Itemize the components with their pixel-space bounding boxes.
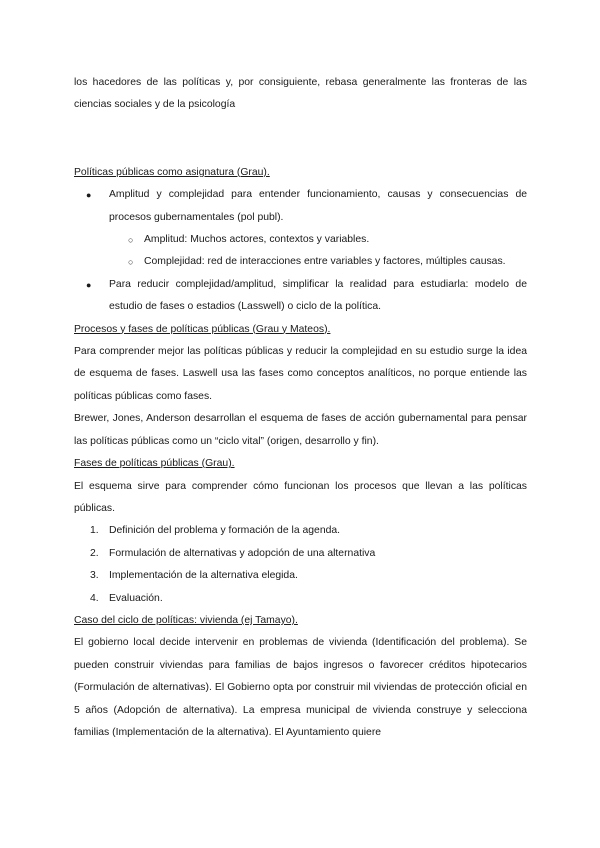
- bullet-marker: ●: [86, 190, 92, 201]
- body-paragraph: Brewer, Jones, Anderson desarrollan el esquema de fases de acción gubernamental para pensar las políticas públicas como un “ciclo vital” (origen, desarrollo y fin).: [74, 413, 527, 447]
- list-item-text: Amplitud y complejidad para entender funcionamiento, causas y consecuencias de procesos gubernamentales (pol publ).: [109, 189, 527, 223]
- sub-list-item-text: Amplitud: Muchos actores, contextos y variables.: [144, 234, 370, 246]
- number-marker: 1.: [90, 525, 99, 537]
- numbered-item-text: Evaluación.: [109, 592, 163, 604]
- section-heading-fases-politicas: Fases de políticas públicas (Grau).: [74, 458, 235, 470]
- numbered-list-item: [74, 588, 527, 610]
- numbered-list-item: [74, 520, 527, 542]
- numbered-item-text: Implementación de la alternativa elegida.: [109, 570, 298, 582]
- sub-list-item: [74, 229, 527, 251]
- bullet-marker: ●: [86, 279, 92, 290]
- body-paragraph: El gobierno local decide intervenir en problemas de vivienda (Identificación del problema). Se pueden construir viviendas para familias de bajos ingresos o favorecer créditos hipotecarios (Formulación de alternativas). El Gobierno opta por construir mil viviendas de protección oficial en 5 años (Adopción de alternativa). La empresa municipal de vivienda construye y selecciona familias (Implementación de la alternativa). El Ayuntamiento quiere: [74, 637, 527, 738]
- number-marker: 4.: [90, 592, 99, 604]
- body-paragraph: El esquema sirve para comprender cómo funcionan los procesos que llevan a las políticas públicas.: [74, 480, 527, 514]
- number-marker: 2.: [90, 547, 99, 559]
- bullet-list: [74, 184, 527, 318]
- list-item: [74, 184, 527, 229]
- numbered-list-item: [74, 565, 527, 587]
- number-marker: 3.: [90, 570, 99, 582]
- list-item-text: Para reducir complejidad/amplitud, simplificar la realidad para estudiarla: modelo de estudio de fases o estadios (Lasswell) o ciclo de la política.: [109, 278, 527, 313]
- section-heading-caso-vivienda: Caso del ciclo de políticas: vivienda (ej Tamayo).: [74, 614, 298, 626]
- numbered-list-item: [74, 543, 527, 565]
- list-item: [74, 274, 527, 319]
- numbered-list: [74, 520, 527, 610]
- section-heading-procesos-fases: Procesos y fases de políticas públicas (Grau y Mateos).: [74, 323, 331, 335]
- numbered-item-text: Formulación de alternativas y adopción de una alternativa: [109, 547, 376, 559]
- section-heading-politicas-asignatura: Políticas públicas como asignatura (Grau).: [74, 166, 270, 178]
- sub-list-item-text: Complejidad: red de interacciones entre variables y factores, múltiples causas.: [144, 256, 506, 268]
- sub-bullet-marker: ○: [128, 235, 134, 246]
- paragraph-gap: [74, 117, 527, 162]
- body-paragraph: Para comprender mejor las políticas públicas y reducir la complejidad en su estudio surge la idea de esquema de fases. Laswell usa las fases como conceptos analíticos, no porque entiende las políticas públicas como fases.: [74, 346, 527, 402]
- numbered-item-text: Definición del problema y formación de la agenda.: [109, 525, 341, 537]
- sub-list-item: [74, 251, 527, 273]
- intro-paragraph: los hacedores de las políticas y, por consiguiente, rebasa generalmente las fronteras de las ciencias sociales y de la psicología: [74, 77, 527, 111]
- document-page: [74, 72, 527, 744]
- sub-bullet-marker: ○: [128, 257, 134, 268]
